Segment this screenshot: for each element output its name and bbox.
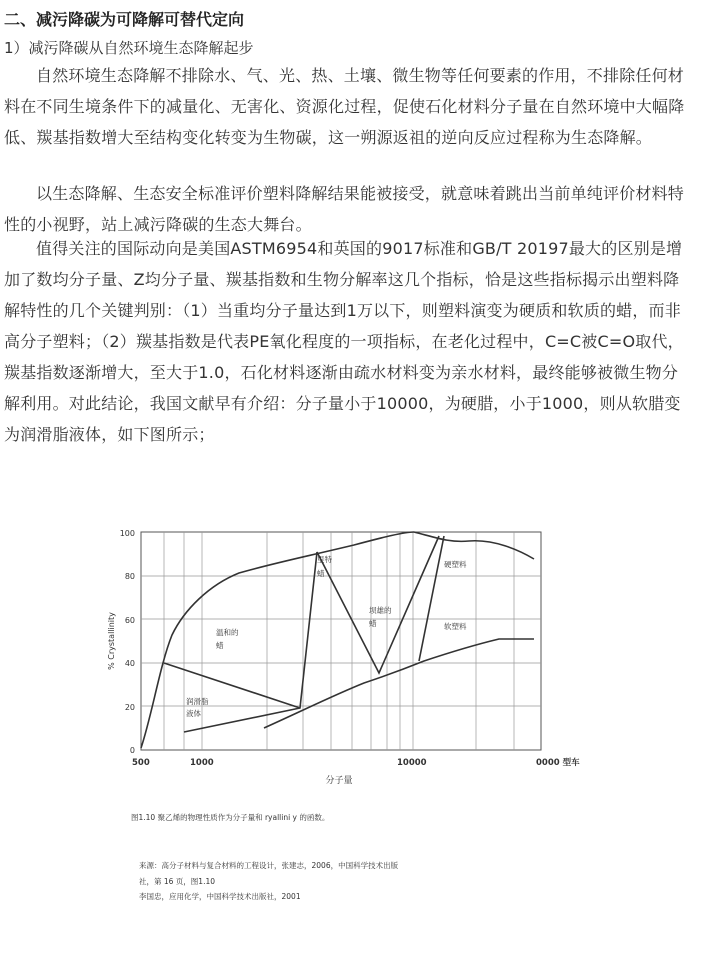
- region-label-line: 里特: [317, 555, 332, 564]
- paragraph-1: 自然环境生态降解不排除水、气、光、热、土壤、微生物等任何要素的作用，不排除任何材料在不同生境条件下的减量化、无害化、资源化过程，促使石化材料分子量在自然环境中大幅降低、羰基指数增大至结构变化转变为生物碳，这一朔源返祖的逆向反应过程称为生态降解。: [4, 66, 685, 147]
- paragraph-3: 值得关注的国际动向是美国ASTM6954和英国的9017标准和GB/T 20197最大的区别是增加了数均分子量、Z均分子量、羰基指数和生物分解率这几个指标，恰是这些指标揭示出塑料降解特性的几个关键判别：（1）当重均分子量达到1万以下，则塑料演变为硬质和软质的蜡，而非高分子塑料；（2）羰基指数是代表PE氧化程度的一项指标，在老化过程中，C=C被C=O取代，羰基指数逐渐增大，至大于1.0，石化材料逐渐由疏水材料变为亲水材料，最终能够被微生物分解利用。对此结论，我国文献早有介绍：分子量小于10000，为硬腊，小于1000，则从软腊变为润滑脂液体，如下图所示；: [4, 239, 684, 444]
- x-tick-500: 500: [132, 758, 150, 768]
- region-label-line: 坝雄的: [369, 606, 392, 615]
- region-label-hard-plastic: [444, 559, 467, 569]
- section-heading: 二、减污降碳为可降解可替代定向: [4, 10, 245, 29]
- region-label-tough-wax: [369, 605, 392, 628]
- y-tick-100: 100: [119, 529, 135, 538]
- lower-crystallinity-curve: [264, 639, 534, 728]
- y-tick-80: 80: [124, 572, 135, 581]
- plot-frame: [141, 532, 541, 750]
- y-tick-0: 0: [129, 746, 135, 755]
- region-label-soft-wax: [216, 627, 239, 650]
- region-label-line: 硬塑料: [444, 560, 467, 569]
- x-tick-labels: [132, 757, 580, 768]
- region-label-soft-plastic: [444, 621, 467, 631]
- x-tick-1000: 1000: [190, 758, 214, 768]
- y-tick-labels: [120, 529, 135, 755]
- subsection-heading: 1）减污降碳从自然环境生态降解起步: [4, 39, 254, 57]
- region-label-line: 蜡: [317, 569, 325, 578]
- x-tick-last: 0000 型车: [536, 758, 580, 768]
- figure-source-line-2: 社，第 16 页，图1.10: [139, 877, 216, 886]
- region-label-line: 液体: [186, 709, 201, 718]
- h-gridlines: [141, 576, 541, 706]
- crystallinity-chart: [104, 515, 624, 915]
- paragraph-2: 以生态降解、生态安全标准评价塑料降解结果能被接受，就意味着跳出当前单纯评价材料特性的小视野，站上减污降碳的生态大舞台。: [4, 184, 685, 234]
- region-label-line: 温和的: [216, 628, 239, 637]
- y-tick-60: 60: [124, 616, 135, 625]
- x-axis-label: 分子量: [325, 776, 353, 786]
- figure-caption: 图1.10 聚乙烯的物理性质作为分子量和 ryallini y 的函数。: [131, 813, 330, 822]
- figure-source-line-3: 李国忠，应用化学，中国科学技术出版社，2001: [139, 892, 301, 901]
- figure: [104, 515, 624, 915]
- region-label-line: 润滑脂: [186, 697, 209, 706]
- x-tick-10000: 10000: [397, 758, 427, 768]
- y-axis-label: % Crystallinity: [107, 612, 116, 670]
- region-label-line: 软塑料: [444, 622, 467, 631]
- upper-right-curve: [414, 532, 534, 559]
- upper-crystallinity-curve: [141, 532, 414, 748]
- region-label-line: 蜡: [216, 641, 224, 650]
- region-label-grease: [186, 696, 209, 718]
- y-tick-20: 20: [124, 703, 135, 712]
- region-label-line: 蜡: [369, 619, 377, 628]
- figure-source-line-1: 来源：高分子材料与复合材料的工程设计，张建志，2006，中国科学技术出版: [139, 861, 399, 870]
- y-tick-40: 40: [124, 659, 135, 668]
- lubricant-boundary: [164, 663, 300, 708]
